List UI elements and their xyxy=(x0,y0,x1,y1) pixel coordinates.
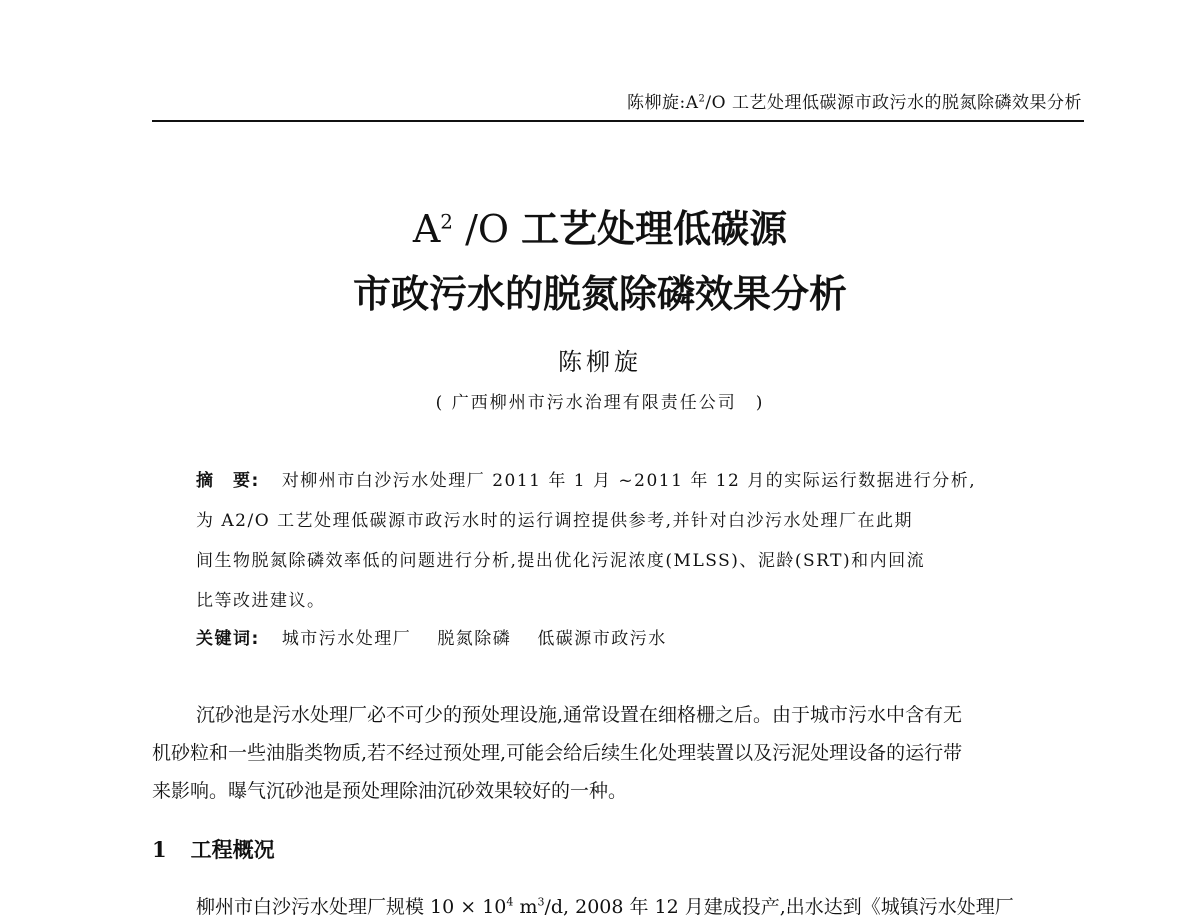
section-title: 工程概况 xyxy=(190,838,275,862)
section1-text-pre: 柳州市白沙污水处理厂规模 10 × 10 xyxy=(196,896,507,918)
running-head-pre: 陈柳旋:A xyxy=(627,93,699,113)
section1-line-1 xyxy=(196,892,1014,919)
abstract-line-3: 间生物脱氮除磷效率低的问题进行分析,提出优化污泥浓度(MLSS)、泥龄(SRT)和内回流 xyxy=(196,551,926,571)
intro-line-3: 来影响。曝气沉砂池是预处理除油沉砂效果较好的一种。 xyxy=(152,780,628,802)
section1-text-post: /d, 2008 年 12 月建成投产,出水达到《城镇污水处理厂 xyxy=(544,896,1014,918)
title-a: A xyxy=(412,207,441,251)
keywords-line xyxy=(196,624,693,649)
abstract-text-1: 对柳州市白沙污水处理厂 2011 年 1 月 ~2011 年 12 月的实际运行数据进行分析, xyxy=(281,471,977,491)
abstract-line-1 xyxy=(196,466,976,491)
keyword-item: 脱氮除磷 xyxy=(437,629,512,649)
paper-title-line-2: 市政污水的脱氮除磷效果分析 xyxy=(352,272,847,316)
paper-title-line-1 xyxy=(0,198,1200,253)
running-head-sup: 2 xyxy=(698,93,706,105)
section-heading xyxy=(152,834,275,864)
author-name: 陈柳旋 xyxy=(558,348,642,376)
keyword-item: 低碳源市政污水 xyxy=(537,629,667,649)
intro-line-1: 沉砂池是污水处理厂必不可少的预处理设施,通常设置在细格栅之后。由于城市污水中含有无 xyxy=(196,704,963,726)
header-rule xyxy=(152,120,1084,122)
keywords-label: 关键词: xyxy=(196,629,260,649)
title-sup: 2 xyxy=(440,209,454,234)
abstract-line-4: 比等改进建议。 xyxy=(196,591,326,611)
abstract-line-2: 为 A2/O 工艺处理低碳源市政污水时的运行调控提供参考,并针对白沙污水处理厂在此期 xyxy=(196,511,913,531)
section1-sup-2: 3 xyxy=(537,895,545,909)
title-line1-text: 工艺处理低碳源 xyxy=(521,207,788,251)
section-number: 1 xyxy=(152,837,167,862)
running-head-post: /O 工艺处理低碳源市政污水的脱氮除磷效果分析 xyxy=(705,93,1082,113)
section1-sup-1: 4 xyxy=(506,895,514,909)
section1-text-mid: m xyxy=(513,896,538,918)
running-head xyxy=(627,88,1082,113)
intro-line-2: 机砂粒和一些油脂类物质,若不经过预处理,可能会给后续生化处理装置以及污泥处理设备的运行带 xyxy=(152,742,963,764)
title-latin: /O xyxy=(453,207,522,251)
abstract-label: 摘 要: xyxy=(196,471,260,491)
author-affiliation: ( 广西柳州市污水治理有限责任公司 ) xyxy=(435,393,765,413)
keyword-item: 城市污水处理厂 xyxy=(281,629,412,649)
